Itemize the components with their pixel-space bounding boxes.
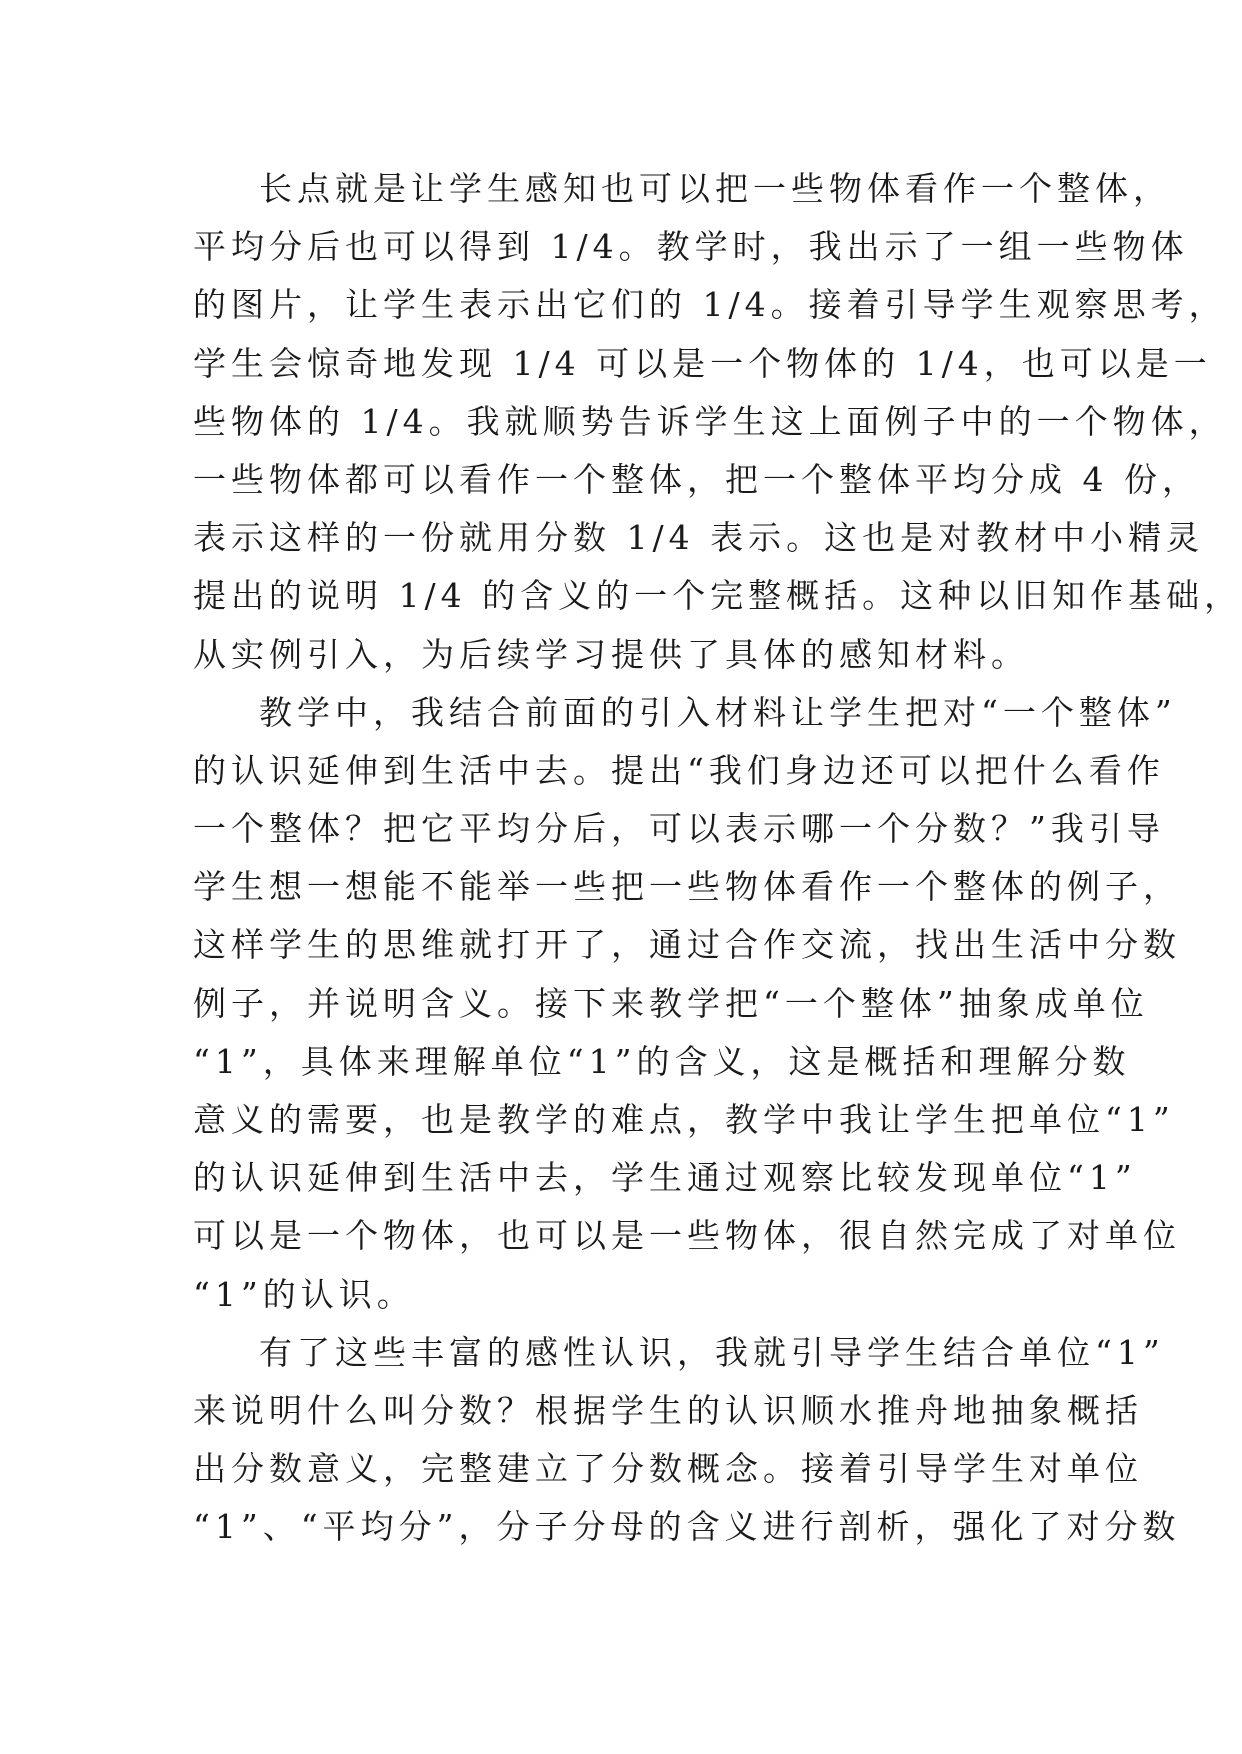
text-line: 提出的说明 1/4 的含义的一个完整概括。这种以旧知作基础， xyxy=(193,576,1242,616)
text-line: “1”的认识。 xyxy=(193,1274,415,1314)
text-line: 意义的需要，也是教学的难点，教学中我让学生把单位“1” xyxy=(193,1100,1175,1139)
text-line: 的认识延伸到生活中去。提出“我们身边还可以把什么看作 xyxy=(193,750,1165,790)
text-line: 这样学生的思维就打开了，通过合作交流，找出生活中分数 xyxy=(193,925,1181,965)
text-line: 一些物体都可以看作一个整体，把一个整体平均分成 4 份， xyxy=(193,459,1200,499)
text-line: 来说明什么叫分数？根据学生的认识顺水推舟地抽象概括 xyxy=(193,1390,1143,1430)
text-line: 的图片，让学生表示出它们的 1/4。接着引导学生观察思考， xyxy=(193,285,1227,325)
text-line: 平均分后也可以得到 1/4。教学时，我出示了一组一些物体 xyxy=(193,227,1189,267)
text-line: 一个整体？把它平均分后，可以表示哪一个分数？”我引导 xyxy=(193,809,1165,849)
text-line: 出分数意义，完整建立了分数概念。接着引导学生对单位 xyxy=(193,1449,1143,1489)
text-line: 可以是一个物体，也可以是一些物体，很自然完成了对单位 xyxy=(193,1216,1181,1256)
text-line: “1”、“平均分”，分子分母的含义进行剖析，强化了对分数 xyxy=(193,1507,1181,1547)
text-line: 从实例引入，为后续学习提供了具体的感知材料。 xyxy=(193,634,1029,674)
body-text xyxy=(193,160,1242,1557)
text-line: 有了这些丰富的感性认识，我就引导学生结合单位“1” xyxy=(259,1332,1165,1372)
text-line: “1”，具体来理解单位“1”的含义，这是概括和理解分数 xyxy=(193,1041,1131,1081)
text-line: 学生想一想能不能举一些把一些物体看作一个整体的例子， xyxy=(193,867,1181,907)
text-line: 的认识延伸到生活中去，学生通过观察比较发现单位“1” xyxy=(193,1158,1137,1198)
text-line: 些物体的 1/4。我就顺势告诉学生这上面例子中的一个物体， xyxy=(193,401,1227,441)
text-line: 表示这样的一份就用分数 1/4 表示。这也是对教材中小精灵 xyxy=(193,518,1205,558)
text-line: 例子，并说明含义。接下来教学把“一个整体”抽象成单位 xyxy=(193,983,1149,1023)
text-line: 学生会惊奇地发现 1/4 可以是一个物体的 1/4，也可以是一 xyxy=(193,343,1212,383)
text-line: 教学中，我结合前面的引入材料让学生把对“一个整体” xyxy=(259,692,1177,732)
text-line: 长点就是让学生感知也可以把一些物体看作一个整体， xyxy=(259,169,1171,208)
